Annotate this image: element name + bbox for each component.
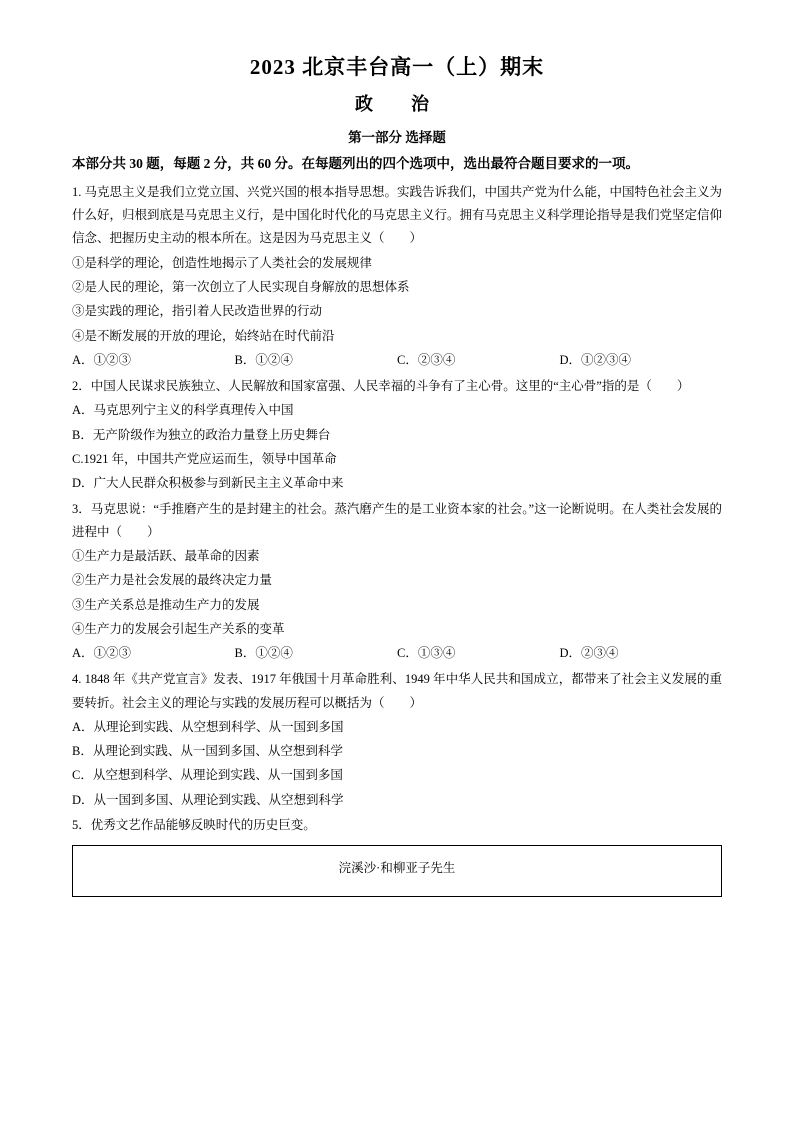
question-option: ③生产关系总是推动生产力的发展 bbox=[72, 597, 260, 612]
choice-a: A．①②③ bbox=[72, 353, 132, 367]
question-5 bbox=[72, 814, 722, 897]
instruction-text: 本部分共 30 题，每题 2 分，共 60 分。在每题列出的四个选项中，选出最符合题目要求的一项。 bbox=[72, 155, 639, 171]
question-option: B．无产阶级作为独立的政治力量登上历史舞台 bbox=[72, 427, 331, 442]
page-title: 2023 北京丰台高一（上）期末 bbox=[249, 55, 545, 79]
question-option: ①生产力是最活跃、最革命的因素 bbox=[72, 548, 260, 563]
question-option: ④是不断发展的开放的理论，始终站在时代前沿 bbox=[72, 328, 335, 343]
question-option: ②是人民的理论，第一次创立了人民实现自身解放的思想体系 bbox=[72, 279, 410, 294]
question-option: ①是科学的理论，创造性地揭示了人类社会的发展规律 bbox=[72, 255, 373, 270]
question-stem: 3．马克思说：“手推磨产生的是封建主的社会。蒸汽磨产生的是工业资本家的社会。”这一论断说明。在人类社会发展的进程中（ ） bbox=[72, 501, 722, 539]
choice-c: C．②③④ bbox=[397, 353, 456, 367]
question-option: ③是实践的理论，指引着人民改造世界的行动 bbox=[72, 304, 323, 319]
choice-d: D．①②③④ bbox=[559, 353, 632, 367]
choice-c: C．①③④ bbox=[397, 646, 456, 661]
question-3 bbox=[72, 498, 722, 667]
subject-title: 政 治 bbox=[355, 93, 439, 114]
question-option: ②生产力是社会发展的最终决定力量 bbox=[72, 573, 273, 588]
question-choices bbox=[72, 348, 722, 373]
question-stem: 4. 1848 年《共产党宣言》发表、1917 年俄国十月革命胜利、1949 年中华人民共和国成立，都带来了社会主义发展的重要转折。社会主义的理论与实践的发展历程可以概括为（ ） bbox=[72, 672, 722, 710]
question-option: C．从空想到科学、从理论到实践、从一国到多国 bbox=[72, 768, 343, 783]
choice-d: D．②③④ bbox=[559, 646, 619, 661]
question-option: D．广大人民群众积极参与到新民主主义革命中来 bbox=[72, 476, 344, 491]
question-stem: 1. 马克思主义是我们立党立国、兴党兴国的根本指导思想。实践告诉我们，中国共产党为什么能，中国特色社会主义为什么好，归根到底是马克思主义行，是中国化时代化的马克思主义行。拥有马克思主义科学理论指导是我们党坚定信仰信念、把握历史主动的根本所在。这是因为马克思主义（ ） bbox=[72, 185, 723, 246]
question-stem: 5．优秀文艺作品能够反映时代的历史巨变。 bbox=[72, 818, 316, 833]
choice-a: A．①②③ bbox=[72, 646, 132, 661]
poem-title: 浣溪沙·和柳亚子先生 bbox=[338, 861, 456, 876]
question-2 bbox=[72, 375, 722, 496]
question-4 bbox=[72, 668, 722, 812]
question-option: D．从一国到多国、从理论到实践、从空想到科学 bbox=[72, 792, 344, 807]
question-stem: 2．中国人民谋求民族独立、人民解放和国家富强、人民幸福的斗争有了主心骨。这里的“主心骨”指的是（ ） bbox=[72, 379, 690, 393]
question-option: A．从理论到实践、从空想到科学、从一国到多国 bbox=[72, 719, 344, 734]
choice-b: B．①②④ bbox=[234, 353, 293, 367]
question-choices bbox=[72, 641, 722, 666]
part-title: 第一部分 选择题 bbox=[348, 129, 446, 145]
question-option: ④生产力的发展会引起生产关系的变革 bbox=[72, 622, 285, 636]
question-1 bbox=[72, 181, 722, 373]
question-option: A．马克思列宁主义的科学真理传入中国 bbox=[72, 403, 294, 418]
poem-box bbox=[72, 845, 722, 897]
question-option: C.1921 年，中国共产党应运而生，领导中国革命 bbox=[72, 451, 337, 466]
choice-b: B．①②④ bbox=[234, 646, 293, 661]
question-option: B．从理论到实践、从一国到多国、从空想到科学 bbox=[72, 744, 343, 758]
